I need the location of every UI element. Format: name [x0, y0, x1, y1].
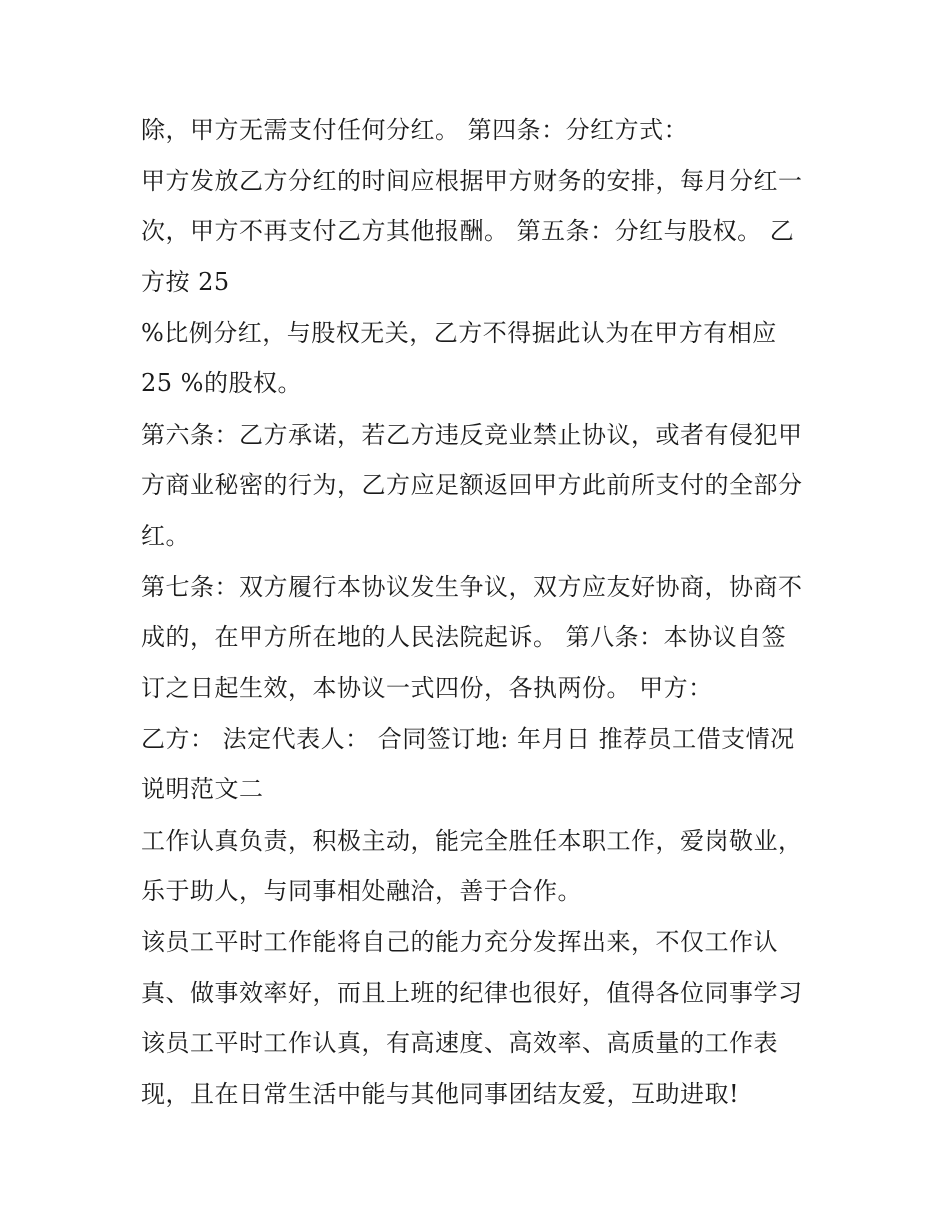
text-line: 除，甲方无需支付任何分红。 第四条：分红方式：	[141, 116, 689, 144]
text-line: 乐于助人，与同事相处融洽，善于合作。	[141, 877, 582, 905]
text-line: 说明范文二	[141, 775, 264, 803]
text-line: 方按 25	[141, 268, 230, 296]
text-line: 甲方发放乙方分红的时间应根据甲方财务的安排，每月分红一	[141, 167, 803, 195]
text-line: 方商业秘密的行为，乙方应足额返回甲方此前所支付的全部分	[141, 471, 803, 499]
text-line: 订之日起生效，本协议一式四份，各执两份。 甲方：	[141, 674, 713, 702]
text-line: 25 %的股权。	[141, 369, 302, 397]
text-line: 该员工平时工作能将自己的能力充分发挥出来，不仅工作认	[141, 928, 778, 956]
text-line: 成的，在甲方所在地的人民法院起诉。 第八条：本协议自签	[141, 623, 787, 651]
text-line: 红。	[141, 522, 190, 550]
text-line: 该员工平时工作认真，有高速度、高效率、高质量的工作表	[141, 1029, 778, 1057]
text-line: 乙方： 法定代表人： 合同签订地: 年月日 推荐员工借支情况	[141, 725, 795, 753]
text-line: 第七条：双方履行本协议发生争议，双方应友好协商，协商不	[141, 573, 803, 601]
text-line: 次，甲方不再支付乙方其他报酬。 第五条：分红与股权。 乙	[141, 217, 795, 245]
text-line: %比例分红，与股权无关，乙方不得据此认为在甲方有相应	[141, 319, 777, 347]
text-line: 第六条：乙方承诺，若乙方违反竞业禁止协议，或者有侵犯甲	[141, 421, 803, 449]
text-line: 现，且在日常生活中能与其他同事团结友爱，互助进取!	[141, 1080, 740, 1108]
text-line: 工作认真负责，积极主动，能完全胜任本职工作，爱岗敬业，	[141, 827, 803, 855]
text-line: 真、做事效率好，而且上班的纪律也很好，值得各位同事学习	[141, 979, 803, 1007]
